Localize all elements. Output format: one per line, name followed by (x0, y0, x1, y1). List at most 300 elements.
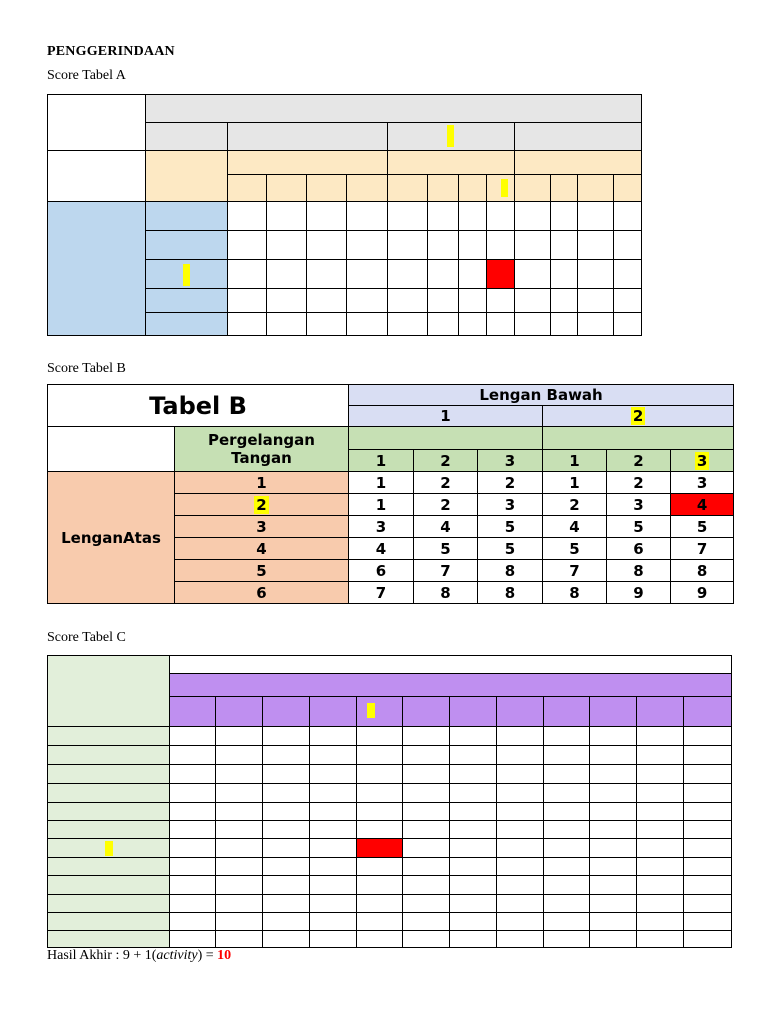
table-cell (450, 839, 497, 858)
table-cell (497, 821, 544, 839)
table-cell (684, 839, 732, 858)
table-cell (450, 821, 497, 839)
score-table-a (47, 94, 642, 336)
table-cell (403, 858, 450, 876)
table-a-col-header (614, 175, 642, 202)
table-c-row-label (48, 895, 170, 913)
table-cell (544, 784, 590, 803)
table-cell (357, 746, 403, 765)
table-cell (450, 876, 497, 895)
table-b-cell: 7 (671, 538, 734, 560)
table-cell (497, 858, 544, 876)
table-cell (388, 289, 428, 313)
table-cell (403, 784, 450, 803)
score-table-c (47, 655, 732, 948)
table-b-cell: 8 (607, 560, 671, 582)
table-cell (170, 858, 216, 876)
table-cell (216, 858, 263, 876)
table-b-cell: 8 (671, 560, 734, 582)
table-cell (637, 876, 684, 895)
table-cell (614, 313, 642, 336)
table-cell (590, 931, 637, 948)
table-cell (228, 260, 267, 289)
table-c-row-label (48, 765, 170, 784)
table-cell (544, 765, 590, 784)
table-cell (578, 260, 614, 289)
table-b-cell: 4 (543, 516, 607, 538)
table-cell (347, 202, 388, 231)
table-cell (450, 858, 497, 876)
table-b-cell: 5 (478, 538, 543, 560)
table-a-selected-cell (487, 260, 515, 289)
table-cell (388, 313, 428, 336)
table-cell (263, 765, 310, 784)
table-cell (170, 784, 216, 803)
table-b-cell: 4 (414, 516, 478, 538)
table-cell (263, 727, 310, 746)
table-cell (216, 876, 263, 895)
table-cell (544, 839, 590, 858)
table-c-row-label (48, 784, 170, 803)
table-cell (450, 803, 497, 821)
caption-score-tabel-b: Score Tabel B (47, 361, 126, 376)
table-cell (544, 913, 590, 931)
table-c-row-label (48, 913, 170, 931)
table-a-col-header (515, 175, 551, 202)
table-cell (216, 803, 263, 821)
table-cell (497, 876, 544, 895)
caption-score-tabel-c: Score Tabel C (47, 630, 126, 645)
highlight-marker (183, 264, 190, 286)
table-cell (590, 784, 637, 803)
table-b-row-label: 5 (175, 560, 349, 582)
table-cell (403, 727, 450, 746)
table-c-col-header (310, 697, 357, 727)
score-table-b (47, 384, 734, 604)
table-b-cell: 8 (478, 582, 543, 604)
table-b-cell: 1 (543, 472, 607, 494)
table-c-row-label (48, 746, 170, 765)
table-cell (307, 313, 347, 336)
table-cell (216, 727, 263, 746)
table-b-corner (48, 427, 175, 472)
table-c-col-header (170, 697, 216, 727)
table-cell (263, 784, 310, 803)
table-cell (684, 784, 732, 803)
table-cell (357, 913, 403, 931)
table-cell (544, 727, 590, 746)
table-a-header-band (146, 95, 642, 123)
table-cell (388, 260, 428, 289)
table-cell (497, 727, 544, 746)
table-a-header-cell (146, 123, 228, 151)
table-cell (637, 839, 684, 858)
table-b-cell: 1 (349, 472, 414, 494)
table-cell (263, 839, 310, 858)
table-cell (307, 202, 347, 231)
table-cell (497, 765, 544, 784)
table-cell (590, 765, 637, 784)
highlight-marker (501, 179, 508, 197)
table-cell (310, 931, 357, 948)
table-cell (459, 313, 487, 336)
table-cell (544, 746, 590, 765)
table-b-cell: 8 (414, 582, 478, 604)
table-cell (684, 931, 732, 948)
table-a-subgroup-header (515, 151, 642, 175)
table-cell (428, 260, 459, 289)
table-a-row-label (146, 313, 228, 336)
table-cell (497, 839, 544, 858)
table-c-col-header (357, 697, 403, 727)
table-cell (263, 913, 310, 931)
table-cell (551, 260, 578, 289)
table-a-row-group-label (48, 202, 146, 336)
table-c-row-label (48, 839, 170, 858)
table-cell (216, 931, 263, 948)
table-cell (267, 231, 307, 260)
table-cell (637, 821, 684, 839)
table-cell (357, 821, 403, 839)
table-cell (459, 260, 487, 289)
table-cell (487, 231, 515, 260)
table-cell (590, 876, 637, 895)
table-cell (637, 727, 684, 746)
table-b-cell: 4 (349, 538, 414, 560)
table-cell (614, 289, 642, 313)
table-b-cell: 3 (607, 494, 671, 516)
table-cell (459, 231, 487, 260)
table-cell (310, 876, 357, 895)
table-c-col-header (216, 697, 263, 727)
table-c-col-header (263, 697, 310, 727)
table-cell (216, 784, 263, 803)
table-cell (590, 913, 637, 931)
table-c-col-header (544, 697, 590, 727)
table-cell (310, 858, 357, 876)
table-b-selected-cell: 4 (671, 494, 734, 516)
table-cell (637, 765, 684, 784)
table-a-label-cell (48, 151, 146, 202)
table-cell (544, 931, 590, 948)
table-cell (637, 895, 684, 913)
table-cell (310, 727, 357, 746)
table-cell (614, 231, 642, 260)
table-b-cell: 2 (478, 472, 543, 494)
table-b-cell: 1 (349, 494, 414, 516)
table-cell (403, 839, 450, 858)
table-cell (357, 895, 403, 913)
table-cell (684, 858, 732, 876)
table-cell (551, 202, 578, 231)
table-b-cell: 5 (543, 538, 607, 560)
table-cell (544, 895, 590, 913)
table-cell (216, 895, 263, 913)
table-b-cell: 7 (349, 582, 414, 604)
table-cell (357, 803, 403, 821)
table-c-row-label (48, 876, 170, 895)
table-cell (357, 765, 403, 784)
table-a-col-header (307, 175, 347, 202)
table-b-row-label: 3 (175, 516, 349, 538)
table-cell (170, 727, 216, 746)
table-cell (637, 913, 684, 931)
table-b-cell: 2 (414, 472, 478, 494)
table-cell (459, 202, 487, 231)
table-a-col-header (347, 175, 388, 202)
table-b-cell: 9 (607, 582, 671, 604)
table-c-header-band (170, 656, 732, 674)
table-b-subgroup-band (349, 427, 543, 450)
table-b-cell: 6 (607, 538, 671, 560)
table-cell (428, 202, 459, 231)
table-cell (450, 913, 497, 931)
table-cell (487, 289, 515, 313)
table-a-subgroup-header (228, 151, 388, 175)
table-a-row-label (146, 260, 228, 289)
table-cell (590, 746, 637, 765)
table-cell (403, 746, 450, 765)
table-cell (263, 895, 310, 913)
table-cell (263, 746, 310, 765)
table-cell (388, 231, 428, 260)
final-result-line: Hasil Akhir : 9 + 1(activity) = 10 (47, 948, 232, 963)
table-cell (684, 876, 732, 895)
highlight-marker (447, 125, 454, 147)
table-cell (170, 913, 216, 931)
table-cell (310, 895, 357, 913)
table-cell (637, 746, 684, 765)
table-cell (263, 876, 310, 895)
table-c-col-header (497, 697, 544, 727)
table-cell (263, 931, 310, 948)
table-b-group-header: 2 (543, 406, 734, 427)
table-cell (684, 821, 732, 839)
table-cell (428, 289, 459, 313)
table-cell (459, 289, 487, 313)
table-cell (428, 313, 459, 336)
table-c-corner (48, 656, 170, 727)
table-b-cell: 7 (543, 560, 607, 582)
table-cell (497, 913, 544, 931)
table-cell (170, 895, 216, 913)
table-cell (544, 876, 590, 895)
table-cell (637, 931, 684, 948)
table-cell (450, 784, 497, 803)
table-cell (347, 289, 388, 313)
table-cell (684, 895, 732, 913)
table-cell (170, 821, 216, 839)
table-b-cell: 2 (543, 494, 607, 516)
table-b-cell: 8 (478, 560, 543, 582)
table-cell (578, 289, 614, 313)
table-a-col-header (228, 175, 267, 202)
table-a-col-header (459, 175, 487, 202)
table-cell (551, 231, 578, 260)
table-cell (684, 727, 732, 746)
table-b-pergelangan-header: Pergelangan Tangan (175, 427, 349, 472)
table-cell (310, 803, 357, 821)
table-cell (614, 202, 642, 231)
table-cell (578, 202, 614, 231)
table-b-lengan-atas-label: LenganAtas (48, 472, 175, 604)
table-cell (403, 821, 450, 839)
table-c-col-header (637, 697, 684, 727)
table-b-cell: 7 (414, 560, 478, 582)
table-cell (216, 821, 263, 839)
table-b-col-header: 1 (543, 450, 607, 472)
table-a-row-label (146, 289, 228, 313)
table-c-row-label (48, 858, 170, 876)
table-cell (307, 231, 347, 260)
table-b-col-header: 3 (478, 450, 543, 472)
table-cell (428, 231, 459, 260)
table-cell (228, 313, 267, 336)
highlight-marker (105, 841, 113, 856)
table-cell (450, 746, 497, 765)
table-cell (388, 202, 428, 231)
table-cell (487, 202, 515, 231)
table-cell (544, 858, 590, 876)
table-a-col-header (388, 175, 428, 202)
table-cell (684, 765, 732, 784)
table-cell (310, 784, 357, 803)
table-cell (497, 784, 544, 803)
table-c-subheader-band (170, 674, 732, 697)
table-cell (357, 931, 403, 948)
table-cell (216, 839, 263, 858)
final-result-value: 10 (217, 948, 232, 963)
table-a-subheader-label (146, 151, 228, 202)
table-b-cell: 5 (478, 516, 543, 538)
table-cell (170, 803, 216, 821)
table-cell (637, 803, 684, 821)
table-cell (590, 839, 637, 858)
table-a-row-label (146, 202, 228, 231)
table-b-cell: 2 (414, 494, 478, 516)
table-cell (170, 765, 216, 784)
table-cell (590, 858, 637, 876)
table-b-cell: 2 (607, 472, 671, 494)
table-cell (403, 765, 450, 784)
table-cell (578, 231, 614, 260)
table-cell (684, 913, 732, 931)
table-cell (357, 784, 403, 803)
table-cell (310, 746, 357, 765)
table-cell (551, 289, 578, 313)
table-a-group-header (388, 123, 515, 151)
table-cell (637, 784, 684, 803)
table-cell (170, 839, 216, 858)
table-b-group-header: 1 (349, 406, 543, 427)
table-cell (307, 289, 347, 313)
table-b-cell: 3 (671, 472, 734, 494)
table-b-cell: 9 (671, 582, 734, 604)
table-cell (544, 803, 590, 821)
table-cell (307, 260, 347, 289)
table-b-col-header: 2 (607, 450, 671, 472)
table-b-cell: 3 (478, 494, 543, 516)
table-b-cell: 5 (671, 516, 734, 538)
table-b-row-label: 4 (175, 538, 349, 560)
table-a-col-header (267, 175, 307, 202)
caption-score-tabel-a: Score Tabel A (47, 68, 126, 83)
table-cell (310, 765, 357, 784)
table-b-cell: 5 (414, 538, 478, 560)
table-cell (357, 876, 403, 895)
table-b-cell: 8 (543, 582, 607, 604)
table-cell (515, 289, 551, 313)
table-cell (637, 858, 684, 876)
table-b-cell: 6 (349, 560, 414, 582)
table-cell (590, 821, 637, 839)
table-cell (357, 858, 403, 876)
table-cell (170, 876, 216, 895)
table-b-col-header: 2 (414, 450, 478, 472)
table-cell (497, 931, 544, 948)
table-cell (263, 803, 310, 821)
table-cell (228, 231, 267, 260)
table-cell (487, 313, 515, 336)
table-cell (310, 839, 357, 858)
table-a-col-header (428, 175, 459, 202)
table-a-col-header (487, 175, 515, 202)
table-b-cell: 3 (349, 516, 414, 538)
table-b-row-label: 1 (175, 472, 349, 494)
table-cell (403, 895, 450, 913)
table-cell (450, 895, 497, 913)
table-c-row-label (48, 931, 170, 948)
table-cell (515, 260, 551, 289)
table-cell (216, 913, 263, 931)
table-cell (450, 765, 497, 784)
table-cell (216, 746, 263, 765)
table-cell (450, 727, 497, 746)
table-b-subgroup-band (543, 427, 734, 450)
table-cell (347, 260, 388, 289)
table-cell (347, 231, 388, 260)
table-b-cell: 5 (607, 516, 671, 538)
table-cell (347, 313, 388, 336)
table-cell (590, 803, 637, 821)
table-cell (497, 746, 544, 765)
table-cell (515, 202, 551, 231)
table-cell (267, 313, 307, 336)
table-cell (578, 313, 614, 336)
table-b-col-header: 1 (349, 450, 414, 472)
table-cell (263, 821, 310, 839)
table-b-col-header: 3 (671, 450, 734, 472)
table-a-group-header (515, 123, 642, 151)
table-cell (228, 202, 267, 231)
table-b-row-label: 2 (175, 494, 349, 516)
table-c-row-label (48, 727, 170, 746)
table-cell (515, 231, 551, 260)
table-cell (170, 746, 216, 765)
table-b-title: Tabel B (48, 385, 349, 427)
table-cell (590, 727, 637, 746)
table-c-col-header (684, 697, 732, 727)
table-c-col-header (590, 697, 637, 727)
table-c-row-label (48, 803, 170, 821)
table-cell (357, 727, 403, 746)
table-cell (684, 803, 732, 821)
table-cell (403, 803, 450, 821)
table-a-group-header (228, 123, 388, 151)
table-cell (614, 260, 642, 289)
table-cell (263, 858, 310, 876)
table-b-row-label: 6 (175, 582, 349, 604)
